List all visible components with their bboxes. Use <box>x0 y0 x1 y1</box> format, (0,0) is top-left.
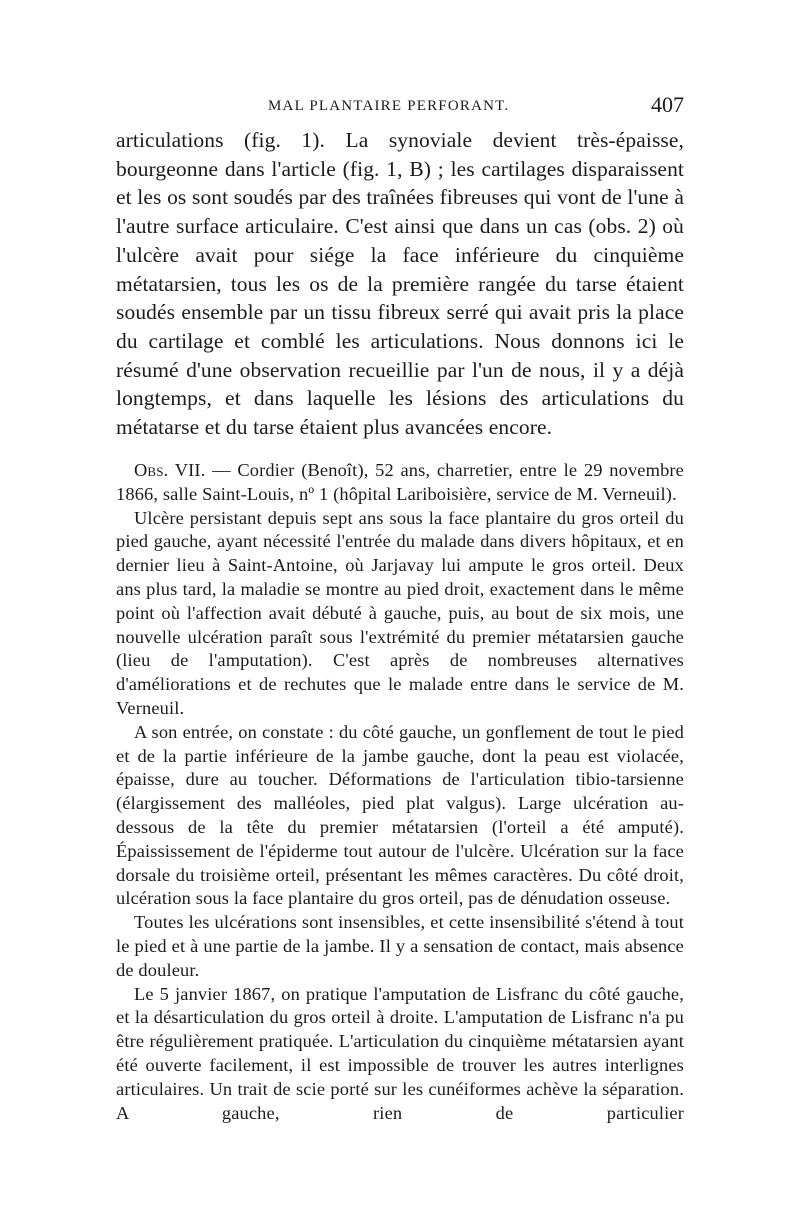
page-header <box>116 92 684 126</box>
book-page <box>116 92 684 1125</box>
running-title: MAL PLANTAIRE PERFORANT. <box>268 98 510 114</box>
observation-paragraph-4: Le 5 janvier 1867, on pratique l'amputation de Lisfranc du côté gauche, et la désarticulation du gros orteil à droite. L'amputation de Lisfranc n'a pu être régulièrement pratiquée. L'articulation du cinquième métatarsien ayant été ouverte facilement, il est impossible de trouver les autres interlignes articulaires. Un trait de scie porté sur les cunéiformes achève la séparation. A gauche, rien de particulier <box>116 983 684 1123</box>
observation-heading-text: — Cordier (Benoît), 52 ans, charretier, entre le 29 novembre 1866, salle Saint-Louis, nº 1 (hôpital Lariboisière, service de M. Verneuil). <box>116 460 684 504</box>
page-number: 407 <box>651 92 684 117</box>
observation-heading <box>116 459 684 507</box>
observation-section <box>116 459 684 1125</box>
intro-paragraph: articulations (fig. 1). La synoviale devient très-épaisse, bourgeonne dans l'article (fig. 1, B) ; les cartilages disparaissent et les os sont soudés par des traînées fibreuses qui vont de l'une à l'autre surface articulaire. C'est ainsi que dans un cas (obs. 2) où l'ulcère avait pour siége la face inférieure du cinquième métatarsien, tous les os de la première rangée du tarse étaient soudés ensemble par un tissu fibreux serré qui avait pris la place du cartilage et comblé les articulations. Nous donnons ici le résumé d'une observation recueillie par l'un de nous, il y a déjà longtemps, et dans laquelle les lésions des articulations du métatarse et du tarse étaient plus avancées encore. <box>116 128 684 440</box>
intro-section <box>116 126 684 442</box>
observation-label: Obs. VII. <box>134 460 206 480</box>
observation-paragraph-2: A son entrée, on constate : du côté gauche, un gonflement de tout le pied et de la partie inférieure de la jambe gauche, dont la peau est violacée, épaisse, dure au toucher. Déformations de l'articulation tibio-tarsienne (élargissement des malléoles, pied plat valgus). Large ulcération au-dessous de la tête du premier métatarsien (l'orteil a été amputé). Épaississement de l'épiderme tout autour de l'ulcère. Ulcération sur la face dorsale du troisième orteil, présentant les mêmes caractères. Du côté droit, ulcération sous la face plantaire du gros orteil, pas de dénudation osseuse. <box>116 721 684 909</box>
observation-paragraph-3: Toutes les ulcérations sont insensibles, et cette insensibilité s'étend à tout le pied et à une partie de la jambe. Il y a sensation de contact, mais absence de douleur. <box>116 912 684 980</box>
observation-paragraph-1: Ulcère persistant depuis sept ans sous la face plantaire du gros orteil du pied gauche, ayant nécessité l'entrée du malade dans divers hôpitaux, et en dernier lieu à Saint-Antoine, où Jarjavay lui ampute le gros orteil. Deux ans plus tard, la maladie se montre au pied droit, exactement dans le même point où l'affection avait débuté à gauche, puis, au bout de six mois, une nouvelle ulcération paraît sous l'extrémité du premier métatarsien gauche (lieu de l'amputation). C'est après de nombreuses alternatives d'améliorations et de rechutes que le malade entre dans le service de M. Verneuil. <box>116 507 684 718</box>
